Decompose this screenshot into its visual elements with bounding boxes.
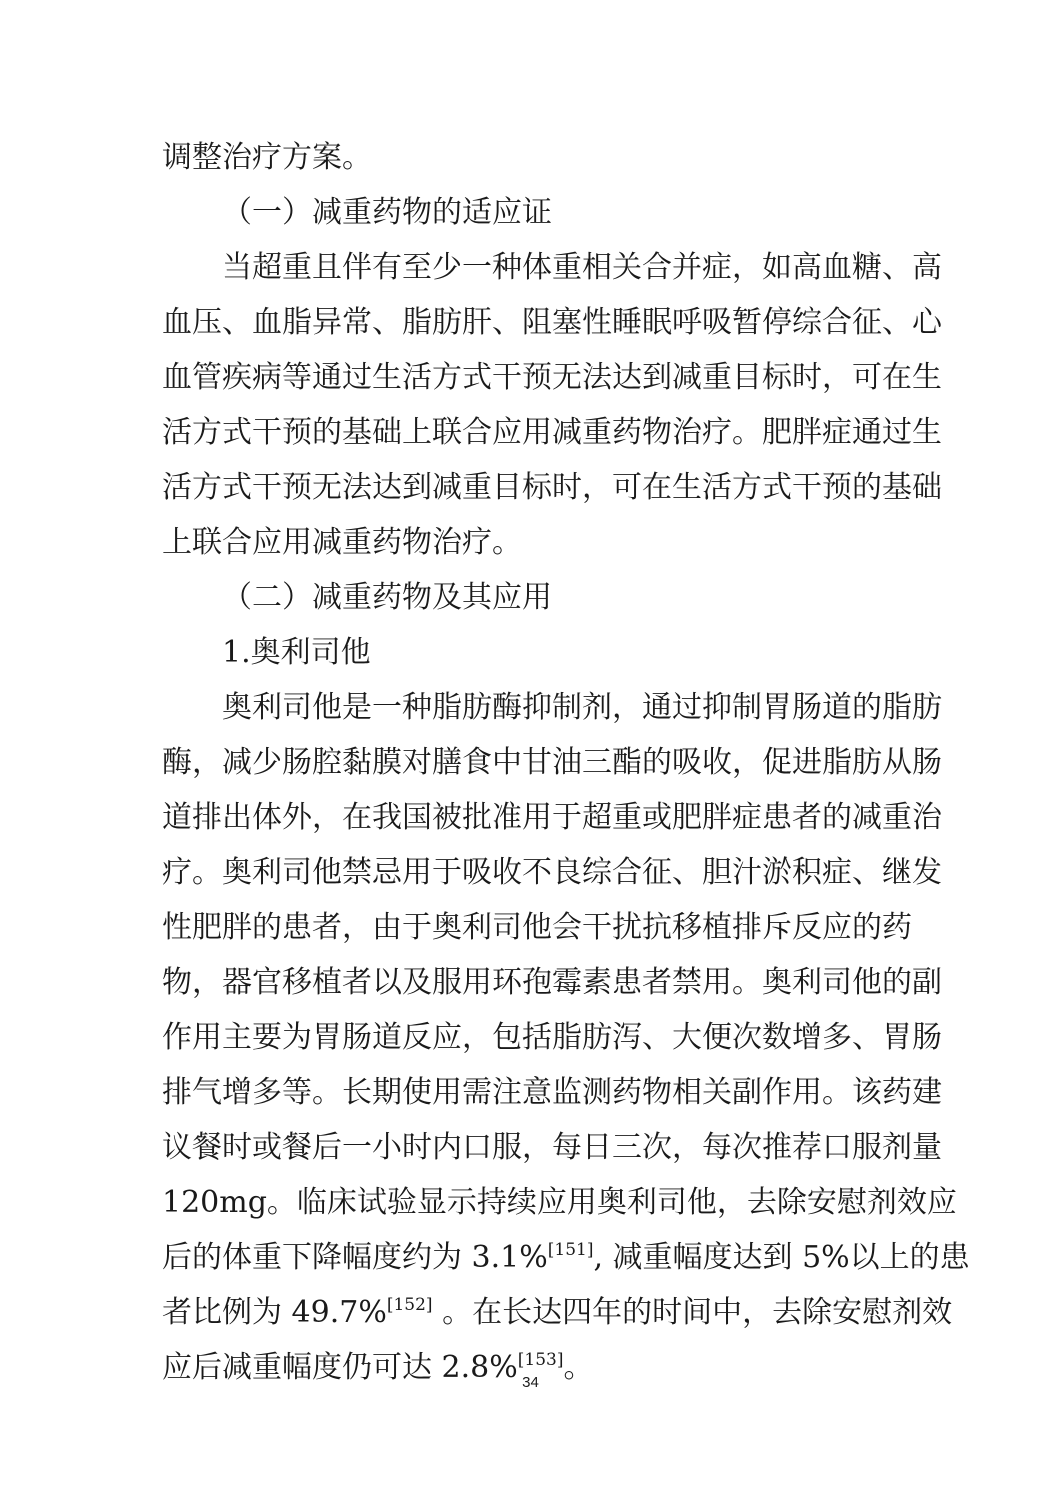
line-text: 后的体重下降幅度约为 3.1% (162, 1240, 548, 1275)
citation-152: [152] (386, 1295, 433, 1315)
paragraph-line (162, 1230, 970, 1285)
paragraph-line: 物，器官移植者以及服用环孢霉素患者禁用。奥利司他的副 (162, 965, 942, 1000)
paragraph-line (162, 1285, 953, 1340)
paragraph-line: 排气增多等。长期使用需注意监测药物相关副作用。该药建 (162, 1075, 942, 1110)
paragraph-line: 作用主要为胃肠道反应，包括脂肪泻、大便次数增多、胃肠 (162, 1020, 942, 1055)
section-heading-drugs: （二）减重药物及其应用 (222, 580, 552, 615)
paragraph-line: 当超重且伴有至少一种体重相关合并症，如高血糖、高 (222, 250, 942, 285)
paragraph-line: 议餐时或餐后一小时内口服，每日三次，每次推荐口服剂量 (162, 1130, 942, 1165)
line-text: 应后减重幅度仍可达 2.8% (162, 1350, 518, 1385)
body-text (162, 130, 970, 1395)
paragraph-line: 活方式干预无法达到减重目标时，可在生活方式干预的基础 (162, 470, 942, 505)
paragraph-line: 道排出体外，在我国被批准用于超重或肥胖症患者的减重治 (162, 800, 942, 835)
line-text: 者比例为 49.7% (162, 1295, 387, 1330)
paragraph-line: 120mg。临床试验显示持续应用奥利司他，去除安慰剂效应 (162, 1185, 957, 1220)
paragraph-line: 奥利司他是一种脂肪酶抑制剂，通过抑制胃肠道的脂肪 (222, 690, 942, 725)
line-text: 。 (563, 1350, 594, 1385)
paragraph-line: 调整治疗方案。 (162, 140, 372, 175)
paragraph-line: 血压、血脂异常、脂肪肝、阻塞性睡眠呼吸暂停综合征、心 (162, 305, 942, 340)
page-number: 34 (522, 1374, 539, 1391)
citation-153: [153] (517, 1350, 564, 1370)
line-text: 。在长达四年的时间中，去除安慰剂效 (432, 1295, 953, 1330)
paragraph-line: 性肥胖的患者，由于奥利司他会干扰抗移植排斥反应的药 (162, 910, 912, 945)
subsection-heading-orlistat: 1.奥利司他 (222, 635, 371, 670)
paragraph-line: 疗。奥利司他禁忌用于吸收不良综合征、胆汁淤积症、继发 (162, 855, 942, 890)
paragraph-line: 酶，减少肠腔黏膜对膳食中甘油三酯的吸收，促进脂肪从肠 (162, 745, 942, 780)
paragraph-line: 血管疾病等通过生活方式干预无法达到减重目标时，可在生 (162, 360, 942, 395)
paragraph-line: 上联合应用减重药物治疗。 (162, 525, 522, 560)
paragraph-line: 活方式干预的基础上联合应用减重药物治疗。肥胖症通过生 (162, 415, 942, 450)
line-text: , 减重幅度达到 5%以上的患 (593, 1240, 970, 1275)
section-heading-indications: （一）减重药物的适应证 (222, 195, 552, 230)
citation-151: [151] (547, 1240, 594, 1260)
